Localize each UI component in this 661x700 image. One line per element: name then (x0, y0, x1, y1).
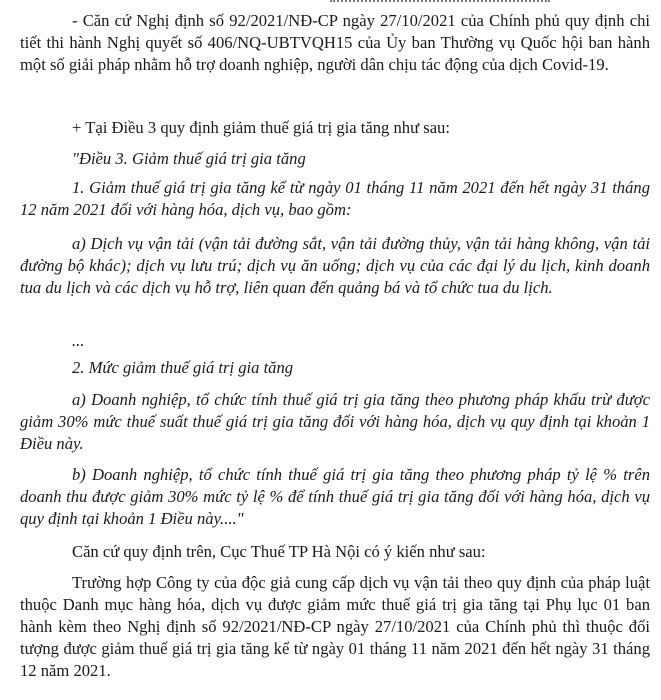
paragraph-tax-department-opinion: Căn cứ quy định trên, Cục Thuế TP Hà Nội có ý kiến như sau: (72, 542, 486, 561)
cut-off-text-line (330, 0, 550, 6)
paragraph-clause-1: 1. Giảm thuế giá trị gia tăng kể từ ngày 01 tháng 11 năm 2021 đến hết ngày 31 tháng 12 năm 2021 đối với hàng hóa, dịch vụ, bao gồm: (20, 178, 650, 219)
paragraph-clause-1a: a) Dịch vụ vận tải (vận tải đường sắt, vận tải đường thủy, vận tải hàng không, vận tải đường bộ khác); dịch vụ lưu trú; dịch vụ ăn uống; dịch vụ của các đại lý du lịch, kinh doanh tua du lịch và các dịch vụ hỗ trợ, liên quan đến quảng bá và tổ chức tua du lịch. (20, 234, 650, 297)
paragraph-clause-2: 2. Mức giảm thuế giá trị gia tăng (72, 358, 294, 377)
paragraph-clause-2b: b) Doanh nghiệp, tổ chức tính thuế giá trị gia tăng theo phương pháp tỷ lệ % trên doanh thu được giảm 30% mức tỷ lệ % để tính thuế giá trị gia tăng đối với hàng hóa, dịch vụ quy định tại khoản 1 Điều này...." (20, 465, 650, 528)
paragraph-clause-2a: a) Doanh nghiệp, tổ chức tính thuế giá trị gia tăng theo phương pháp khấu trừ được giảm 30% mức thuế suất thuế giá trị gia tăng đối với hàng hóa, dịch vụ quy định tại khoản 1 Điều này. (20, 390, 650, 453)
paragraph-article-3-intro: + Tại Điều 3 quy định giảm thuế giá trị gia tăng như sau: (72, 118, 450, 137)
paragraph-conclusion: Trường hợp Công ty của độc giả cung cấp dịch vụ vận tải theo quy định của pháp luật thuộc Danh mục hàng hóa, dịch vụ được giảm mức thuế giá trị gia tăng tại Phụ lục 01 ban hành kèm theo Nghị định số 92/2021/NĐ-CP ngày 27/10/2021 của Chính phủ thì thuộc đối tượng được giảm thuế giá trị gia tăng kể từ ngày 01 tháng 11 năm 2021 đến hết ngày 31 tháng 12 năm 2021. (20, 573, 650, 680)
paragraph-article-3-title: "Điều 3. Giảm thuế giá trị gia tăng (72, 149, 306, 168)
paragraph-ellipsis: ... (72, 331, 85, 350)
paragraph-legal-basis-decree: - Căn cứ Nghị định số 92/2021/NĐ-CP ngày 27/10/2021 của Chính phủ quy định chi tiết thi hành Nghị quyết số 406/NQ-UBTVQH15 của Ủy ban Thường vụ Quốc hội ban hành một số giải pháp nhằm hỗ trợ doanh nghiệp, người dân chịu tác động của dịch Covid-19. (20, 11, 650, 74)
